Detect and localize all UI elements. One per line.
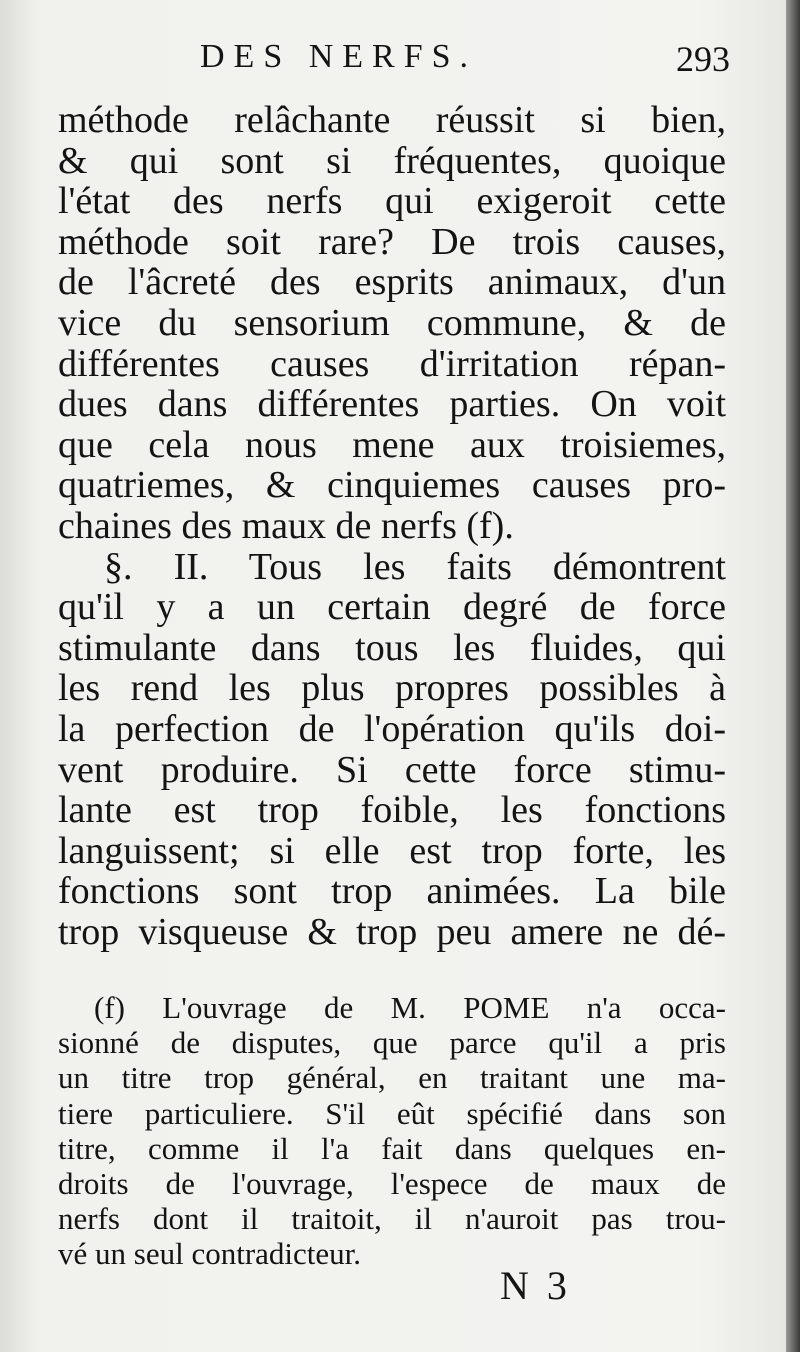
text-line: languissent; si elle est trop forte, les xyxy=(58,829,726,872)
text-line: vice du sensorium commune, & de xyxy=(58,301,726,344)
signature-mark: N 3 xyxy=(500,1263,571,1308)
footnote-line: tiere particuliere. S'il eût spécifié dans son xyxy=(58,1095,726,1131)
text-line: qu'il y a un certain degré de force xyxy=(58,586,726,629)
body-text xyxy=(58,100,726,952)
text-line: de l'âcreté des esprits animaux, d'un xyxy=(58,261,726,304)
page-edge-shadow xyxy=(786,0,800,1352)
page-number: 293 xyxy=(676,39,730,79)
footnote-line: nerfs dont il traitoit, il n'auroit pas trou- xyxy=(58,1201,726,1237)
text-line: & qui sont si fréquentes, quoique xyxy=(58,139,726,182)
text-line: différentes causes d'irritation répan- xyxy=(58,342,726,385)
footnote-line: vé un seul contradicteur. xyxy=(58,1236,362,1272)
text-line: dues dans différentes parties. On voit xyxy=(58,383,726,426)
text-line: quatriemes, & cinquiemes causes pro- xyxy=(58,464,726,507)
text-line: trop visqueuse & trop peu amere ne dé- xyxy=(58,910,726,953)
text-line: chaines des maux de nerfs (f). xyxy=(58,504,514,547)
footnote-line: sionné de disputes, que parce qu'il a pris xyxy=(58,1025,726,1061)
text-line: méthode soit rare? De trois causes, xyxy=(58,220,726,263)
page-header xyxy=(200,38,730,88)
footnote-line: titre, comme il l'a fait dans quelques en- xyxy=(58,1130,726,1166)
text-line: lante est trop foible, les fonctions xyxy=(58,789,726,832)
text-line: méthode relâchante réussit si bien, xyxy=(58,99,726,141)
footnote xyxy=(58,990,726,1272)
text-line: les rend les plus propres possibles à xyxy=(58,667,726,710)
text-line: la perfection de l'opération qu'ils doi- xyxy=(58,707,726,750)
text-line: vent produire. Si cette force stimu- xyxy=(58,748,726,791)
footnote-line: droits de l'ouvrage, l'espece de maux de xyxy=(58,1165,726,1201)
text-line: l'état des nerfs qui exigeroit cette xyxy=(58,180,726,223)
text-line: stimulante dans tous les fluides, qui xyxy=(58,626,726,669)
footnote-line: (f) L'ouvrage de M. POME n'a occa- xyxy=(94,990,726,1025)
text-line: §. II. Tous les faits démontrent xyxy=(104,545,726,588)
footnote-line: un titre trop général, en traitant une ma- xyxy=(58,1060,726,1096)
text-line: fonctions sont trop animées. La bile xyxy=(58,870,726,913)
running-title: DES NERFS. xyxy=(200,38,478,75)
text-line: que cela nous mene aux troisiemes, xyxy=(58,423,726,466)
